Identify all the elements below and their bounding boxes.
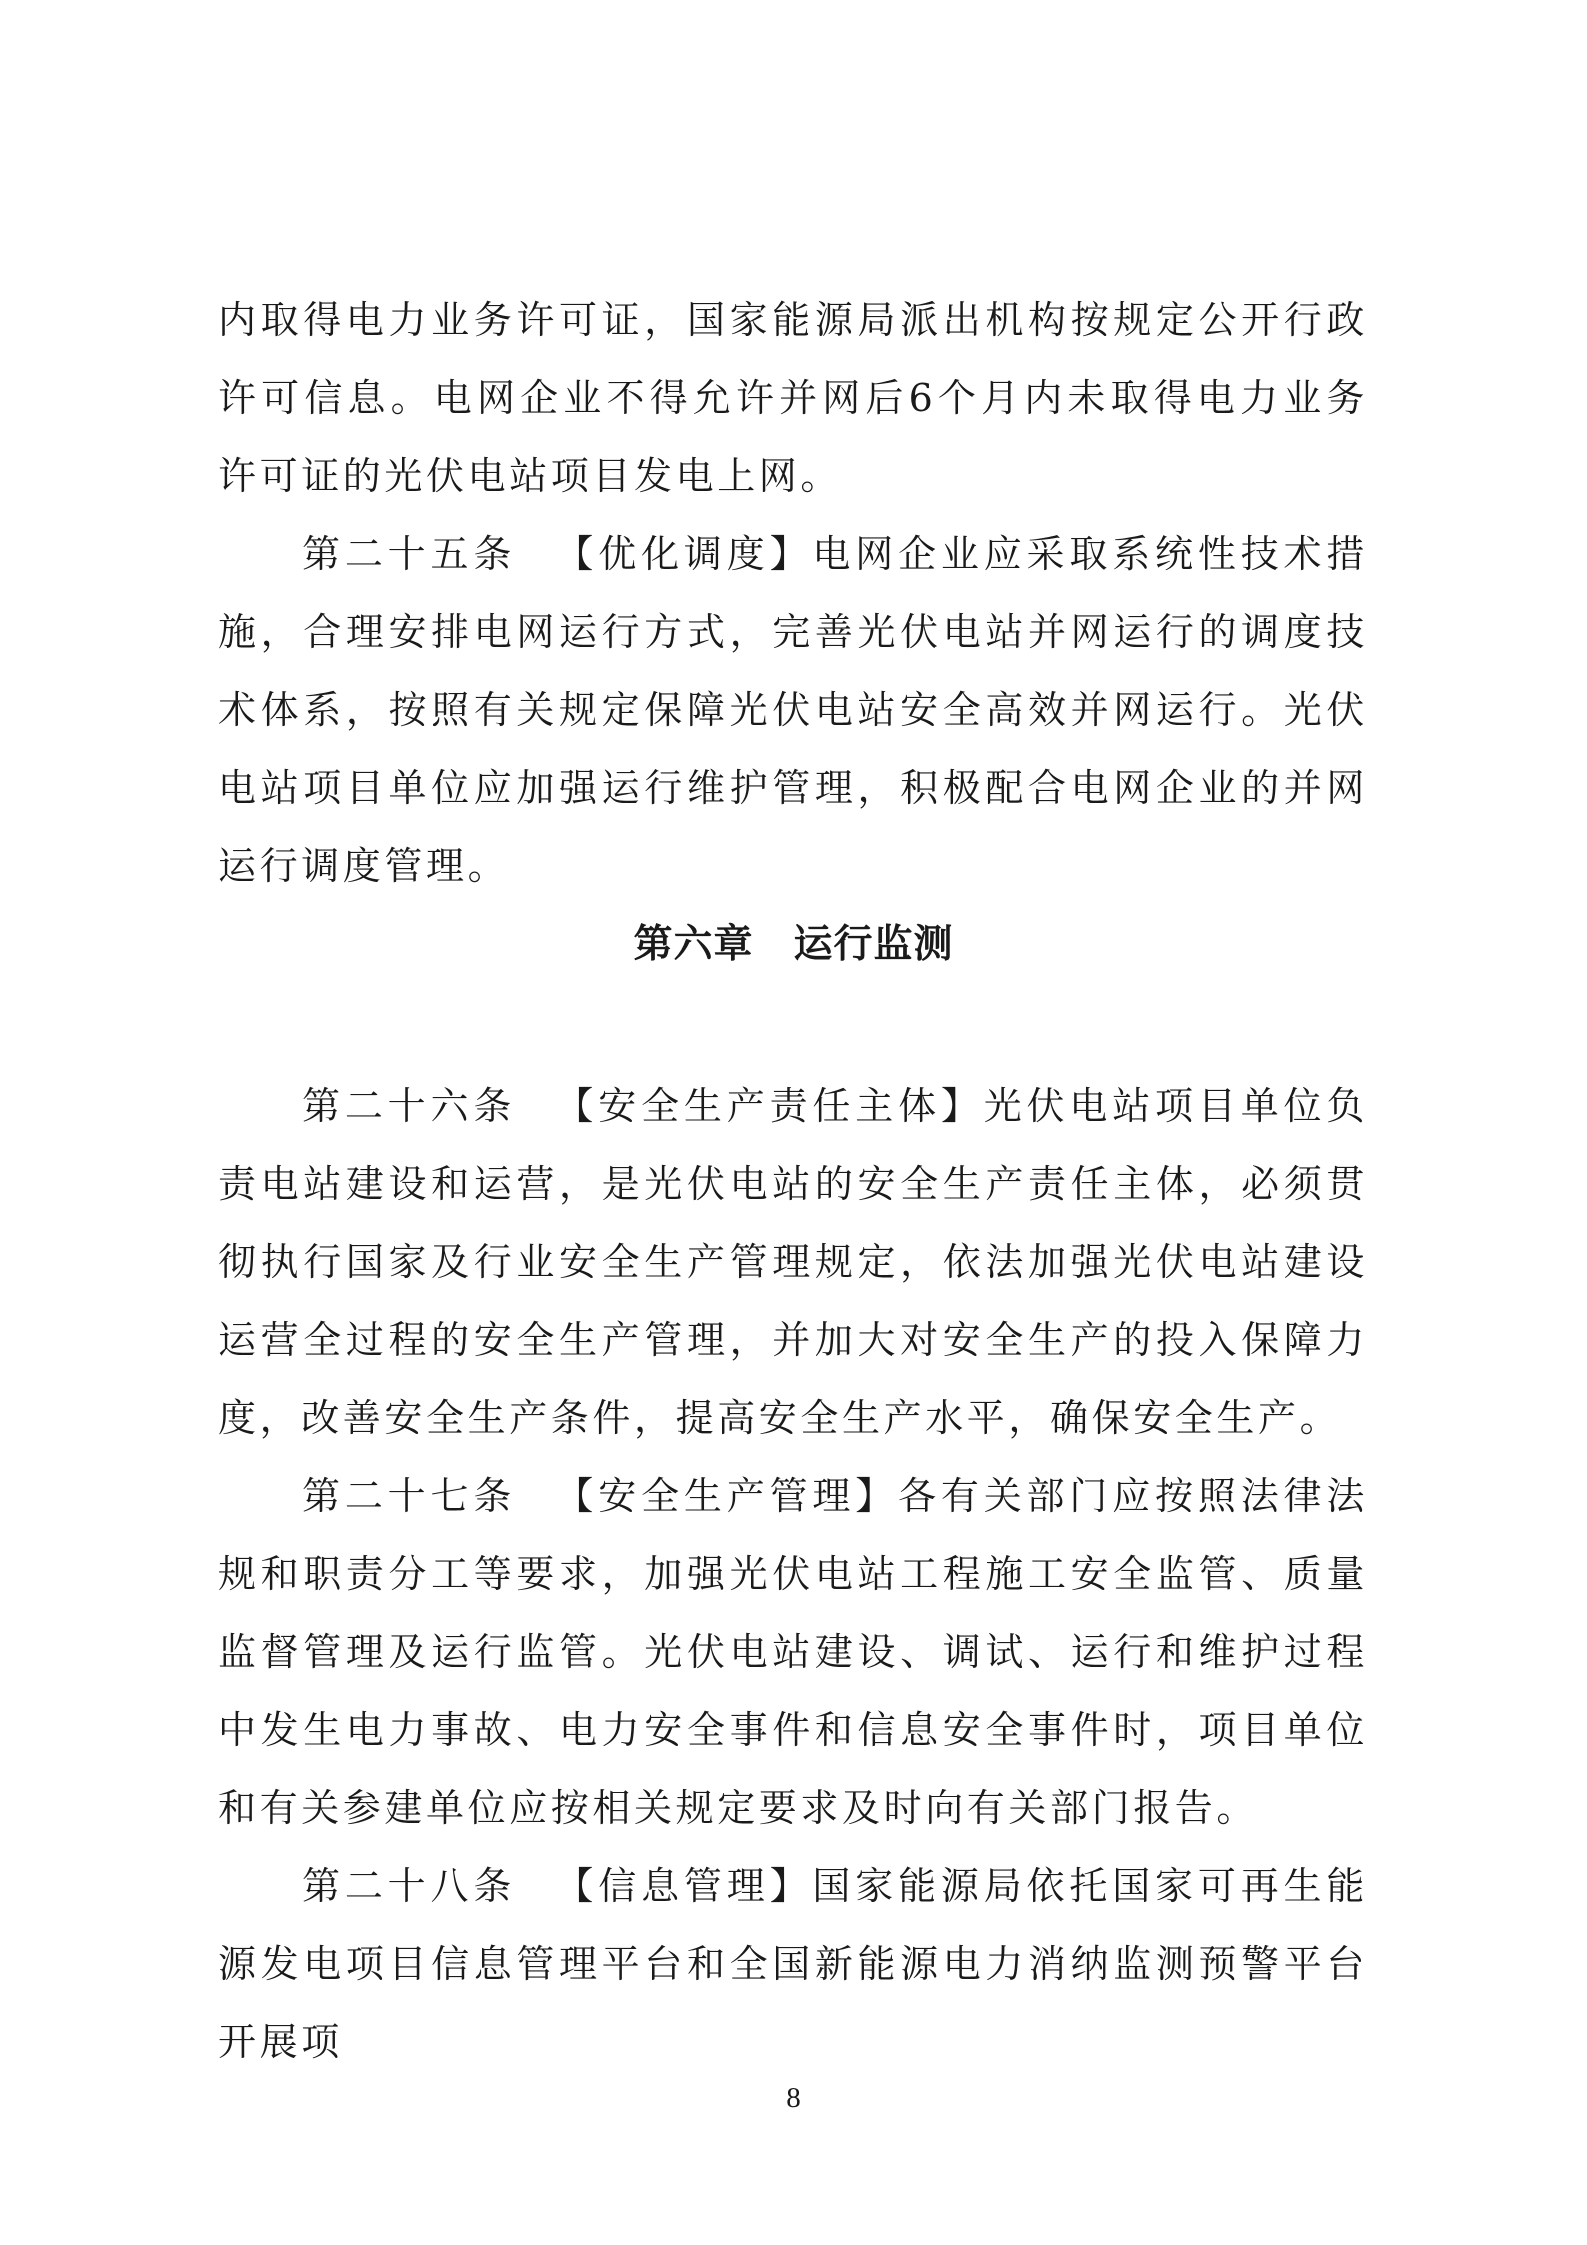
article-text: 【安全生产管理】各有关部门应按照法律法规和职责分工等要求，加强光伏电站工程施工安全监管、质量监督管理及运行监管。光伏电站建设、调试、运行和维护过程中发生电力事故、电力安全事件和信息安全事件时，项目单位和有关参建单位应按相关规定要求及时向有关部门报告。 bbox=[218, 1474, 1368, 1830]
article-number: 第二十五条 bbox=[302, 532, 517, 576]
chapter-title: 运行监测 bbox=[793, 922, 954, 967]
paragraph-text: 内取得电力业务许可证，国家能源局派出机构按规定公开行政许可信息。电网企业不得允许并网后6个月内未取得电力业务许可证的光伏电站项目发电上网。 bbox=[218, 298, 1368, 498]
article-text: 【信息管理】国家能源局依托国家可再生能源发电项目信息管理平台和全国新能源电力消纳监测预警平台开展项 bbox=[218, 1864, 1368, 2064]
article-text: 【优化调度】电网企业应采取系统性技术措施，合理安排电网运行方式，完善光伏电站并网运行的调度技术体系，按照有关规定保障光伏电站安全高效并网运行。光伏电站项目单位应加强运行维护管理，积极配合电网企业的并网运行调度管理。 bbox=[218, 532, 1368, 888]
chapter-heading bbox=[0, 906, 1587, 984]
article-text: 【安全生产责任主体】光伏电站项目单位负责电站建设和运营，是光伏电站的安全生产责任主体，必须贯彻执行国家及行业安全生产管理规定，依法加强光伏电站建设运营全过程的安全生产管理，并加大对安全生产的投入保障力度，改善安全生产条件，提高安全生产水平，确保安全生产。 bbox=[218, 1084, 1368, 1440]
article-number: 第二十七条 bbox=[302, 1474, 517, 1518]
page-number: 8 bbox=[786, 2082, 801, 2114]
document-body-bottom bbox=[218, 1067, 1368, 2081]
article-number: 第二十六条 bbox=[302, 1084, 517, 1128]
document-body-top bbox=[218, 281, 1368, 905]
article-26 bbox=[218, 1067, 1368, 1457]
article-number: 第二十八条 bbox=[302, 1864, 517, 1908]
article-28 bbox=[218, 1847, 1368, 2081]
article-27 bbox=[218, 1457, 1368, 1847]
chapter-number: 第六章 bbox=[633, 922, 754, 967]
paragraph-continued bbox=[218, 281, 1368, 515]
article-25 bbox=[218, 515, 1368, 905]
